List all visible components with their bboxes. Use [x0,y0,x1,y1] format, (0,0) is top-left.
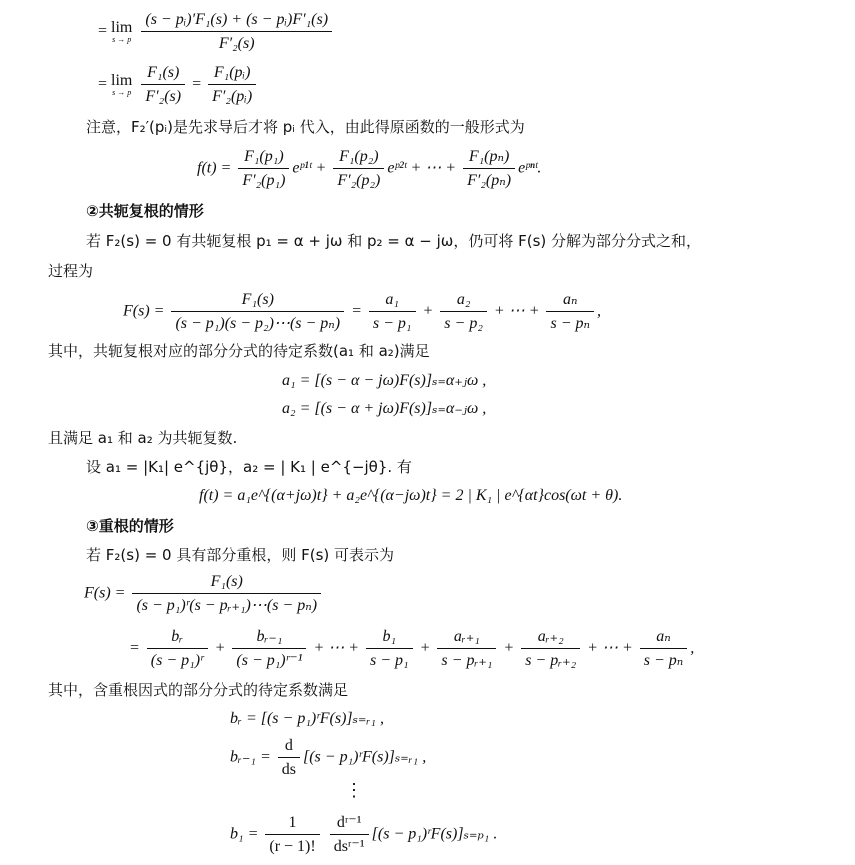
repeated-root-equation: F(s) = $\frac{\text{F₁(s)}}{\text{(s − p₁)ʳ(s − pᵣ₊₁)⋯(s − pₙ)}}$ [84,572,324,615]
repeated-expansion-equation: = $\frac{\text{bᵣ}}{\text{(s − p₁)ʳ}}$ + $\frac{\text{bᵣ₋₁}}{\text{(s − p₁)ʳ⁻¹}}$ + ⋯ + $\frac{\text{b₁}}{\text{s − p₁}}$ + $\frac{\text{aᵣ₊₁}}{\text{s − pᵣ₊₁}}$ + $\frac{\text{aᵣ₊₂}}{\text{s − pᵣ₊₂}}$ + ⋯ + $\frac{\text{aₙ}}{\text{s − pₙ}}$ , [129,628,695,670]
b1-equation: b₁ = $\frac{1}{(r - 1)!}$ $\frac{\text{dʳ⁻¹}}{\text{dsʳ⁻¹}}$ [(s − p₁)ʳF(s)]ₛ₌ₚ₁ . [230,814,498,856]
partial-fraction-equation: F(s) = $\frac{\text{F₁(s)}}{\text{(s − p₁)(s − p₂)⋯(s − pₙ)}}$ = $\frac{\text{a₁}}{\text{s − p₁}}$ + $\frac{\text{a₂}}{\text{s − p₂}}$ + ⋯ + $\frac{\text{aₙ}}{\text{s − pₙ}}$ , [123,291,601,333]
section-heading-conjugate: ②共轭复根的情形 [86,202,204,220]
vertical-ellipsis: ⋮ [345,780,363,801]
a2-equation: a₂ = [(s − α + jω)F(s)]ₛ₌α₋ⱼω , [282,400,487,417]
br-equation: bᵣ = [(s − p₁)ʳF(s)]ₛ₌ᵣ₁ , [230,710,384,727]
conjugate-paragraph-line2: 过程为 [48,262,94,280]
conjugate-paragraph-line1: 若 F₂(s) = 0 有共轭复根 p₁ = α + jω 和 p₂ = α − jω，仍可将 F(s) 分解为部分分式之和， [86,232,702,250]
limit-equation-1: = lim s → p $\frac{\text{(s − pᵢ)′F₁(s) + (s − pᵢ)F′₁(s)}}{\text{F′₂(s)}}$ [98,10,335,53]
coefficient-paragraph: 其中，共轭复根对应的部分分式的待定系数(a₁ 和 a₂)满足 [48,342,430,360]
set-coefficients-text: 设 a₁ = |K₁| e^{jθ}，a₂ = | K₁ | e^{−jθ}. 有 [86,458,412,476]
a1-equation: a₁ = [(s − α − jω)F(s)]ₛ₌α₊ⱼω , [282,372,487,389]
time-function-equation: f(t) = a₁e^{(α+jω)t} + a₂e^{(α−jω)t} = 2 | K₁ | e^{αt}cos(ωt + θ). [199,487,623,504]
general-form-equation: f(t) = $\frac{\text{F₁(p₁)}}{\text{F′₂(p₁)}}$ eᵖ¹ᵗ + $\frac{\text{F₁(p₂)}}{\text{F′₂(p₂)}}$ eᵖ²ᵗ + ⋯ + $\frac{\text{F₁(pₙ)}}{\text{F′₂(pₙ)}}$ eᵖⁿᵗ. [197,148,542,190]
conjugate-condition-text: 且满足 a₁ 和 a₂ 为共轭复数. [48,429,238,447]
repeated-coefficient-paragraph: 其中，含重根因式的部分分式的待定系数满足 [48,681,349,699]
section-heading-repeated: ③重根的情形 [86,517,174,535]
note-paragraph: 注意，F₂′(pᵢ)是先求导后才将 pᵢ 代入，由此得原函数的一般形式为 [86,118,525,136]
limit-equation-2: = lim s → p $\frac{\text{F₁(s)}}{\text{F′₂(s)}}$ = $\frac{\text{F₁(pᵢ)}}{\text{F′₂(pᵢ)}}$ [98,63,259,106]
brm1-equation: bᵣ₋₁ = $\frac{d}{ds}$ [(s − p₁)ʳF(s)]ₛ₌ᵣ₁ , [230,737,427,779]
repeated-root-paragraph: 若 F₂(s) = 0 具有部分重根，则 F(s) 可表示为 [86,546,395,564]
